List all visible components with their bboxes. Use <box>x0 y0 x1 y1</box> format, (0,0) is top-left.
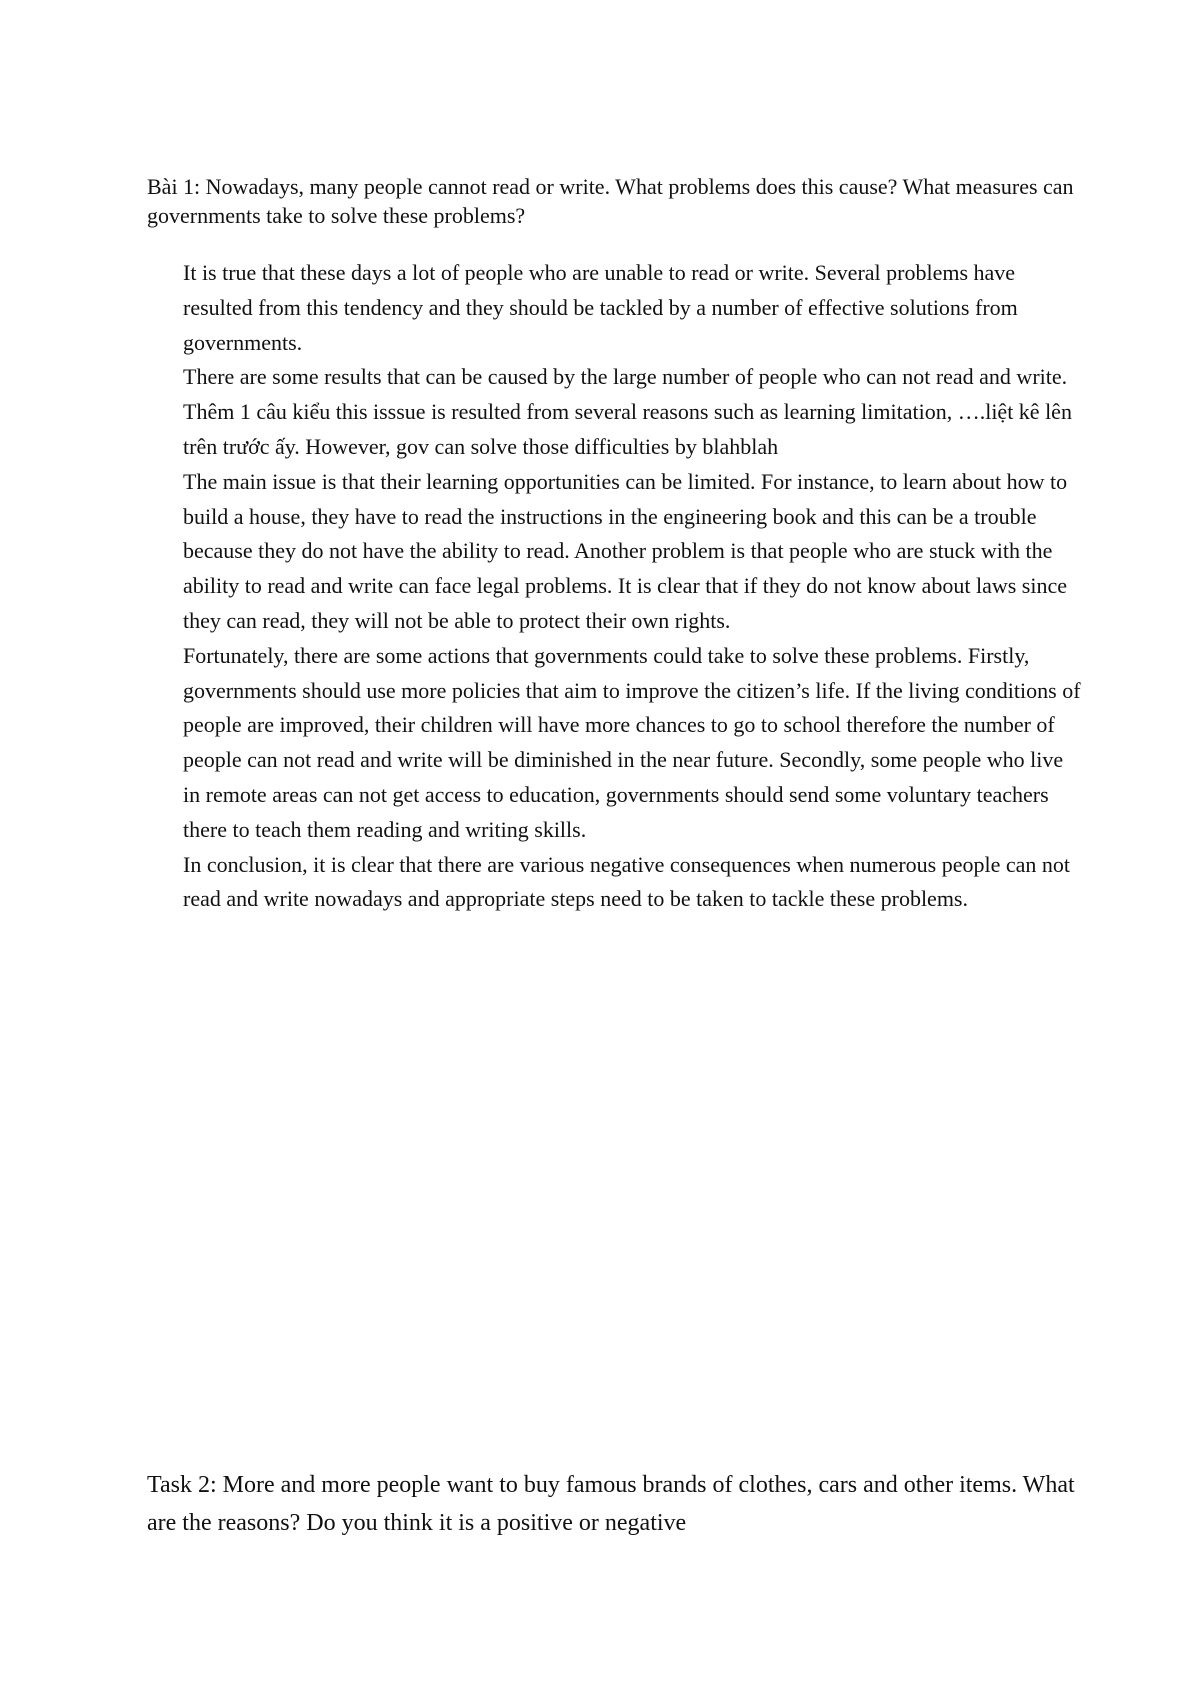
task1-essay <box>183 256 1083 917</box>
essay-paragraph-body-2: Fortunately, there are some actions that governments could take to solve these problems. Firstly, governments should use more policies that aim to improve the citizen’s life. If the living conditions of people are improved, their children will have more chances to go to school therefore the number of people can not read and write will be diminished in the near future. Secondly, some people who live in remote areas can not get access to education, governments should send some voluntary teachers there to teach them reading and writing skills. <box>183 642 1081 842</box>
essay-paragraph-conclusion: In conclusion, it is clear that there are various negative consequences when numerous people can not read and write nowadays and appropriate steps need to be taken to tackle these problems. <box>183 851 1071 912</box>
essay-paragraph-note: There are some results that can be caused by the large number of people who can not read and write. Thêm 1 câu kiểu this isssue is resulted from several reasons such as learning limitation, ….liệt kê lên trên trước ấy. However, gov can solve those difficulties by blahblah <box>183 364 1072 459</box>
essay-paragraph-intro: It is true that these days a lot of people who are unable to read or write. Several problems have resulted from this tendency and they should be tackled by a number of effective solutions from governments. <box>183 260 1018 355</box>
task2-prompt: Task 2: More and more people want to buy famous brands of clothes, cars and other items. What are the reasons? Do you think it is a positive or negative <box>147 1472 1075 1536</box>
essay-paragraph-body-1: The main issue is that their learning opportunities can be limited. For instance, to learn about how to build a house, they have to read the instructions in the engineering book and this can be a trouble because they do not have the ability to read. Another problem is that people who are stuck with the ability to read and write can face legal problems. It is clear that if they do not know about laws since they can read, they will not be able to protect their own rights. <box>183 468 1068 633</box>
task1-prompt: Bài 1: Nowadays, many people cannot read or write. What problems does this cause? What measures can governments take to solve these problems? <box>147 174 1074 228</box>
